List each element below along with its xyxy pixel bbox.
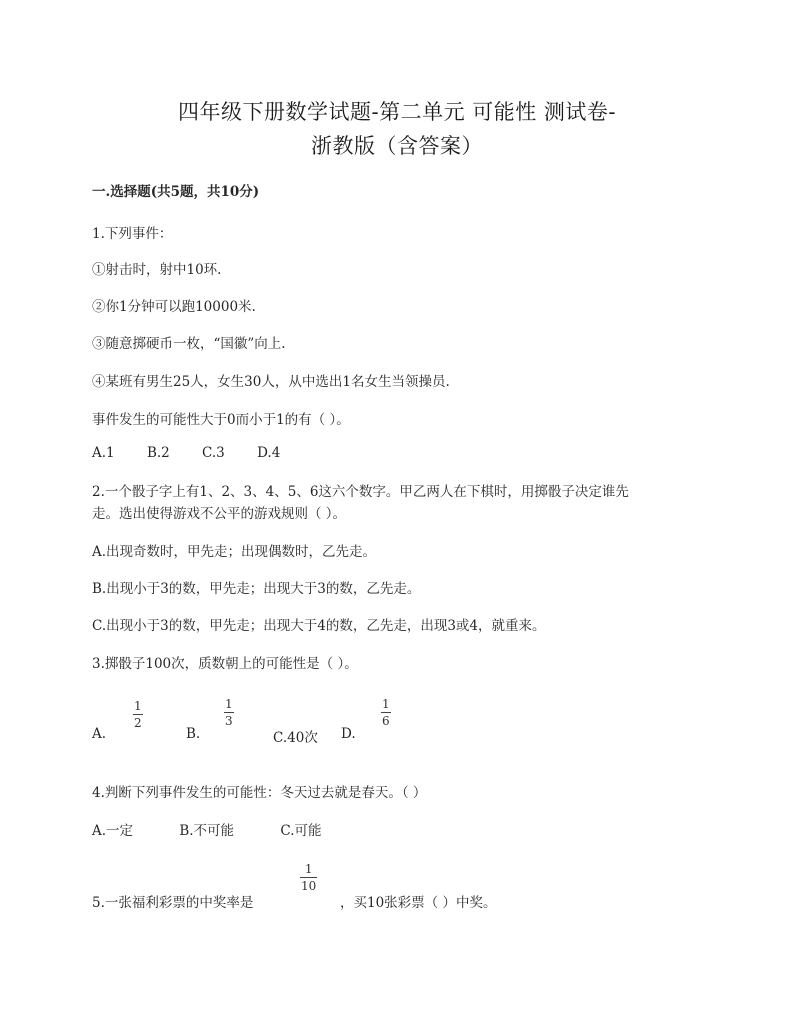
q2-option-b: B.出现小于3的数，甲先走；出现大于3的数，乙先走。 — [92, 581, 421, 597]
q2-option-c: C.出现小于3的数，甲先走；出现大于4的数，乙先走，出现3或4，就重来。 — [92, 618, 546, 634]
q3-stem: 3.掷骰子100次，质数朝上的可能性是（ ）。 — [92, 656, 358, 672]
q4-option-b: B.不可能 — [179, 823, 235, 839]
q2-stem-line2: 走。选出使得游戏不公平的游戏规则（ ）。 — [92, 506, 347, 522]
q5-stem-prefix: 5.一张福利彩票的中奖率是 — [92, 895, 254, 911]
q2-option-a: A.出现奇数时，甲先走；出现偶数时，乙先走。 — [92, 544, 377, 560]
q4-options — [92, 819, 350, 839]
fraction-bar — [133, 714, 143, 715]
q1-item-3: ③随意掷硬币一枚，“国徽”向上. — [92, 336, 286, 352]
q1-options — [92, 445, 308, 461]
q1-option-c: C.3 — [202, 445, 225, 461]
fraction-denominator: 10 — [301, 879, 317, 893]
fraction-numerator: 1 — [134, 699, 142, 713]
q1-option-a: A.1 — [92, 445, 115, 461]
q5-fraction — [300, 862, 317, 893]
q1-question: 事件发生的可能性大于0而小于1的有（ ）。 — [92, 412, 350, 428]
q4-option-c: C.可能 — [280, 823, 322, 839]
q1-option-b: B.2 — [146, 445, 170, 461]
doc-title-line2: 浙教版（含答案） — [311, 134, 483, 158]
q4-stem: 4.判断下列事件发生的可能性：冬天过去就是春天。（ ） — [92, 785, 427, 801]
q1-option-d: D.4 — [257, 445, 281, 461]
fraction-numerator: 1 — [382, 697, 390, 711]
doc-title-line1: 四年级下册数学试题-第二单元 可能性 测试卷- — [177, 100, 617, 124]
fraction-denominator: 2 — [134, 716, 142, 730]
q3-option-a-fraction — [133, 699, 143, 730]
section-heading: 一.选择题(共5题，共10分) — [92, 184, 260, 200]
fraction-numerator: 1 — [304, 862, 313, 876]
fraction-denominator: 6 — [382, 714, 390, 728]
q2-stem-line1: 2.一个骰子字上有1、2、3、4、5、6这六个数字。甲乙两人在下棋时，用掷骰子决定谁先 — [92, 484, 629, 500]
fraction-bar — [300, 877, 317, 878]
fraction-bar — [224, 712, 234, 713]
q3-option-b-label: B. — [186, 726, 201, 742]
fraction-bar — [381, 712, 391, 713]
q1-stem: 1.下列事件： — [92, 226, 173, 242]
q1-item-1: ①射击时，射中10环. — [92, 262, 222, 278]
q5-stem-suffix: ，买10张彩票（ ）中奖。 — [340, 895, 497, 911]
q3-option-d-label: D. — [341, 726, 356, 742]
q3-option-a-label: A. — [92, 726, 107, 742]
q3-option-b-fraction — [224, 697, 234, 728]
q3-option-c: C.40次 — [273, 730, 318, 746]
fraction-numerator: 1 — [225, 697, 233, 711]
q1-item-2: ②你1分钟可以跑10000米. — [92, 299, 256, 315]
q1-item-4: ④某班有男生25人，女生30人，从中选出1名女生当领操员. — [92, 374, 450, 390]
q4-option-a: A.一定 — [92, 823, 134, 839]
q3-option-d-fraction — [381, 697, 391, 728]
fraction-denominator: 3 — [225, 714, 233, 728]
